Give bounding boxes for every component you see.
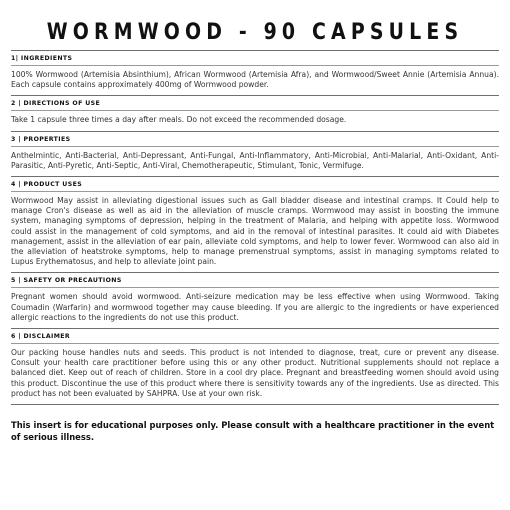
section-body-safety: Pregnant women should avoid wormwood. Anti-seizure medication may be less effective when using Wormwood. Taking Coumadin (Warfarin) and wormwood together may cause bleeding. If you are allergic to the ingredients or have experienced allergic reactions to the ingredients do not use this product. bbox=[11, 292, 499, 322]
section-properties bbox=[11, 131, 499, 176]
section-header-ingredients: 1| INGREDIENTS bbox=[11, 51, 499, 66]
insert-page bbox=[11, 0, 499, 443]
section-directions bbox=[11, 95, 499, 130]
educational-purposes-note: This insert is for educational purposes only. Please consult with a healthcare practitioner in the event of serious illness. bbox=[11, 404, 499, 443]
section-header-product-uses: 4 | PRODUCT USES bbox=[11, 177, 499, 192]
section-disclaimer bbox=[11, 328, 499, 404]
page-title: WORMWOOD - 90 CAPSULES bbox=[46, 20, 464, 45]
section-body-directions: Take 1 capsule three times a day after meals. Do not exceed the recommended dosage. bbox=[11, 115, 347, 125]
section-body-ingredients: 100% Wormwood (Artemisia Absinthium), African Wormwood (Artemisia Afra), and Wormwood/Sweet Annie (Artemisia Annua). Each capsule contains approximately 400mg of Wormwood powder. bbox=[11, 70, 499, 90]
section-safety bbox=[11, 272, 499, 328]
section-header-directions: 2 | DIRECTIONS OF USE bbox=[11, 96, 499, 111]
section-header-properties: 3 | PROPERTIES bbox=[11, 132, 499, 147]
section-body-disclaimer: Our packing house handles nuts and seeds. This product is not intended to diagnose, treat, cure or prevent any disease. Consult your health care practitioner before using this or any other product. Nutritional supplements should not replace a balanced diet. Keep out of reach of children. Store in a cool dry place. Pregnant and breastfeeding women should avoid using this product. Discontinue the use of this product where there is sensitivity towards any of the ingredients. Use as directed. This product has not been evaluated by SAHPRA. Use at your own risk. bbox=[11, 348, 499, 398]
section-body-product-uses: Wormwood May assist in alleviating digestional issues such as Gall bladder disease and intestinal cramps. It Could help to manage Cron's disease as well as aid in the alleviation of muscle cramps. Wormwood may assist in boosting the immune system, managing symptoms of depression, helping in the treatment of Malaria, and helping with appetite loss. Wormwood could assist in the management of cold symptoms, and aid in the removal of intestinal parasites. It could aid with Diabetes management, assist in the alleviation of ear pain, alleviate cold symptoms, and help to lower fever. Wormwood can also aid in the alleviation of heatstroke symptoms, help to manage premenstrual symptoms, assist in managing symptoms related to Lupus Erythematosus, and help to alleviate joint pain. bbox=[11, 196, 499, 267]
section-header-safety: 5 | SAFETY OR PRECAUTIONS bbox=[11, 273, 499, 288]
section-ingredients bbox=[11, 50, 499, 95]
section-product-uses bbox=[11, 176, 499, 272]
section-header-disclaimer: 6 | DISCLAIMER bbox=[11, 329, 499, 344]
section-body-properties: Anthelmintic, Anti-Bacterial, Anti-Depressant, Anti-Fungal, Anti-Inflammatory, Anti-Microbial, Anti-Malarial, Anti-Oxidant, Anti-Parasitic, Anti-Pyretic, Anti-Septic, Anti-Viral, Chemotherapeutic, Stimulant, Tonic, Vermifuge. bbox=[11, 150, 499, 170]
